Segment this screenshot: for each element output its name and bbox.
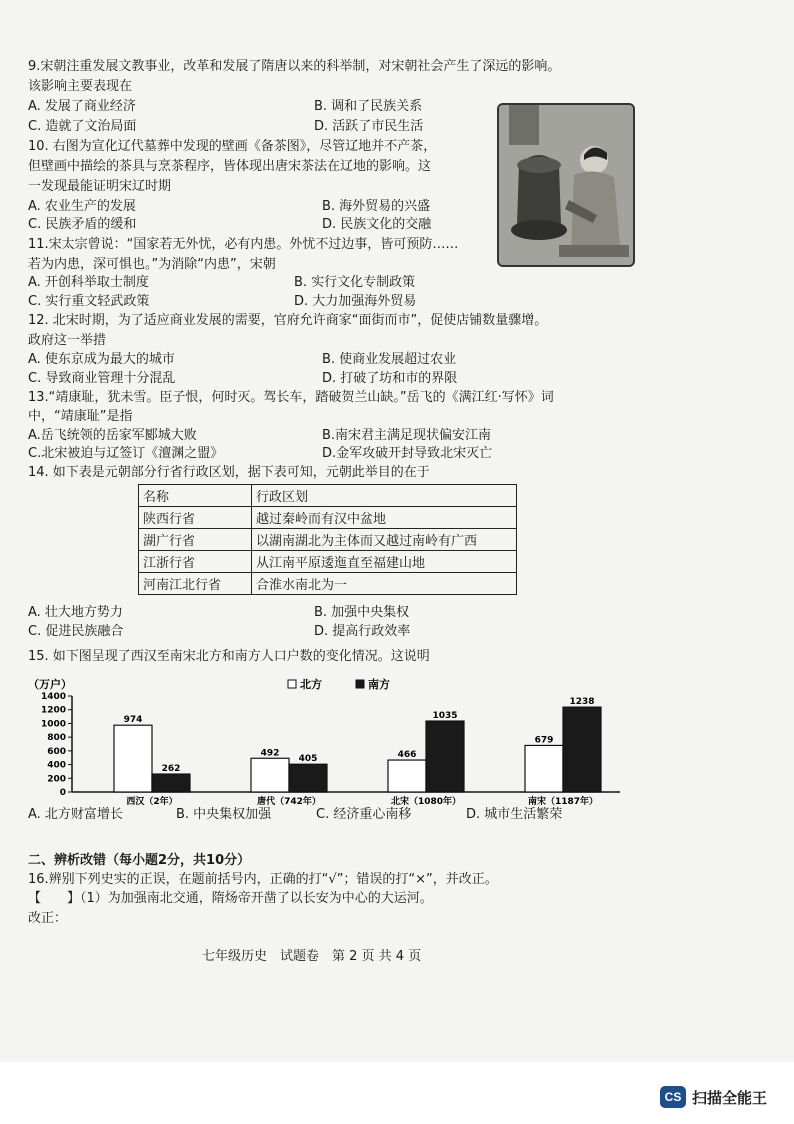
bar — [563, 707, 601, 792]
q10-option-a: A. 农业生产的发展 — [28, 199, 136, 214]
table-cell: 越过秦岭而有汉中盆地 — [252, 507, 517, 529]
x-tick-label: 北宋（1080年） — [390, 797, 462, 806]
q11-option-d: D. 大力加强海外贸易 — [294, 294, 417, 309]
legend-swatch — [356, 680, 364, 688]
q12-option-d: D. 打破了坊和市的界限 — [322, 371, 458, 386]
q11-option-b: B. 实行文化专制政策 — [294, 275, 416, 290]
q14-option-d: D. 提高行政效率 — [314, 624, 411, 639]
bar — [525, 745, 563, 792]
table-cell: 以湖南湖北为主体而又越过南岭有广西 — [252, 529, 517, 551]
population-bar-chart — [28, 676, 628, 806]
bar-value-label: 466 — [397, 750, 417, 761]
camscanner-logo-icon: CS — [660, 1086, 686, 1108]
q12-stem-2: 政府这一举措 — [28, 333, 107, 348]
q15-option-c: C. 经济重心南移 — [316, 807, 412, 822]
q10-stem-2: 但壁画中描绘的茶具与烹茶程序，皆体现出唐宋茶法在辽地的影响。这 — [28, 159, 432, 174]
q16-item-1 — [28, 890, 433, 908]
bar-value-label: 492 — [260, 748, 280, 759]
q13-option-b: B.南宋君主满足现状偏安江南 — [322, 428, 492, 443]
table-row — [139, 507, 517, 529]
q13-stem-2: 中，“靖康耻”是指 — [28, 409, 133, 424]
q9-option-c: C. 造就了文治局面 — [28, 119, 137, 134]
camscanner-brand-text: 扫描全能王 — [692, 1088, 768, 1107]
bar-value-label: 405 — [298, 754, 318, 765]
y-tick-label: 200 — [47, 774, 66, 785]
q9-option-a: A. 发展了商业经济 — [28, 99, 136, 114]
table-cell: 湖广行省 — [139, 529, 252, 551]
tea-mural-image — [497, 103, 635, 267]
section-2-title: 二、辨析改错（每小题2分，共10分） — [28, 853, 251, 868]
q13-option-c: C.北宋被迫与辽签订《澶渊之盟》 — [28, 446, 224, 461]
bar-value-label: 262 — [161, 764, 181, 775]
table-row — [139, 529, 517, 551]
q11-option-c: C. 实行重文轻武政策 — [28, 294, 150, 309]
q14-stem: 14. 如下表是元朝部分行省行政区划，据下表可知，元朝此举目的在于 — [28, 465, 430, 480]
q14-option-c: C. 促进民族融合 — [28, 624, 124, 639]
bar-value-label: 1035 — [432, 711, 458, 722]
scanner-watermark — [660, 1086, 767, 1108]
table-cell: 陕西行省 — [139, 507, 252, 529]
table-header: 名称 — [139, 485, 252, 507]
bar — [152, 774, 190, 792]
table-cell: 从江南平原逶迤直至福建山地 — [252, 551, 517, 573]
y-tick-label: 1400 — [40, 692, 66, 702]
q13-option-d: D.金军攻破开封导致北宋灭亡 — [322, 446, 493, 461]
q11-stem-2: 若为内患，深可惧也。”为消除“内患”，宋朝 — [28, 257, 276, 272]
q9-stem: 9.宋朝注重发展文教事业，改革和发展了隋唐以来的科举制，对宋朝社会产生了深远的影响。 — [28, 59, 561, 74]
q16-item-1-text: （1）为加强南北交通，隋炀帝开凿了以长安为中心的大运河。 — [80, 891, 433, 906]
y-tick-label: 1000 — [40, 719, 66, 730]
answer-bracket[interactable]: 【 】 — [28, 891, 81, 906]
chart-y-label: （万户） — [28, 678, 72, 691]
bar — [289, 764, 327, 792]
q10-option-b: B. 海外贸易的兴盛 — [322, 199, 431, 214]
q15-option-a: A. 北方财富增长 — [28, 807, 123, 822]
y-tick-label: 800 — [47, 733, 66, 744]
bar-value-label: 679 — [534, 735, 554, 746]
q10-stem-3: 一发现最能证明宋辽时期 — [28, 179, 172, 194]
table-header: 行政区划 — [252, 485, 517, 507]
q9-stem-2: 该影响主要表现在 — [28, 79, 133, 94]
q12-option-a: A. 使东京成为最大的城市 — [28, 352, 175, 367]
q9-option-b: B. 调和了民族关系 — [314, 99, 423, 114]
q13-option-a: A.岳飞统领的岳家军郾城大败 — [28, 428, 197, 443]
x-tick-label: 唐代（742年） — [257, 797, 321, 806]
q11-stem: 11.宋太宗曾说：“国家若无外忧，必有内患。外忧不过边事，皆可预防…… — [28, 237, 459, 252]
table-row — [139, 551, 517, 573]
bar — [114, 725, 152, 792]
y-tick-label: 600 — [47, 746, 66, 757]
table-cell: 河南江北行省 — [139, 573, 252, 595]
legend-label: 北方 — [300, 678, 322, 691]
table-row — [139, 573, 517, 595]
legend-swatch — [288, 680, 296, 688]
q12-option-b: B. 使商业发展超过农业 — [322, 352, 457, 367]
q10-option-c: C. 民族矛盾的缓和 — [28, 217, 137, 232]
x-tick-label: 南宋（1187年） — [527, 797, 599, 806]
q10-option-d: D. 民族文化的交融 — [322, 217, 432, 232]
q15-option-d: D. 城市生活繁荣 — [466, 807, 563, 822]
q14-option-b: B. 加强中央集权 — [314, 605, 410, 620]
q12-stem: 12. 北宋时期，为了适应商业发展的需要，官府允许商家“面街而市”，促使店铺数量骤增。 — [28, 313, 548, 328]
bar — [426, 721, 464, 792]
q13-stem: 13.“靖康耻，犹未雪。臣子恨，何时灭。驾长车，踏破贺兰山缺。”岳飞的《满江红·写怀》词 — [28, 390, 554, 405]
y-tick-label: 400 — [47, 760, 66, 771]
q15-stem: 15. 如下图呈现了西汉至南宋北方和南方人口户数的变化情况。这说明 — [28, 649, 430, 664]
q10-stem: 10. 右图为宣化辽代墓葬中发现的壁画《备茶图》，尽管辽地并不产茶， — [28, 139, 437, 154]
q14-option-a: A. 壮大地方势力 — [28, 605, 123, 620]
page-footer: 七年级历史 试题卷 第 2 页 共 4 页 — [202, 949, 422, 964]
legend-label: 南方 — [368, 678, 390, 691]
y-tick-label: 1200 — [40, 705, 66, 716]
q11-option-a: A. 开创科举取士制度 — [28, 275, 149, 290]
table-header-row — [139, 485, 517, 507]
q9-option-d: D. 活跃了市民生活 — [314, 119, 424, 134]
x-tick-label: 西汉（2年） — [126, 797, 178, 806]
table-cell: 江浙行省 — [139, 551, 252, 573]
bar — [388, 760, 426, 792]
bar-value-label: 974 — [123, 715, 143, 726]
y-tick-label: 0 — [59, 788, 66, 798]
bar-value-label: 1238 — [569, 697, 595, 708]
q15-option-b: B. 中央集权加强 — [176, 807, 272, 822]
q12-option-c: C. 导致商业管理十分混乱 — [28, 371, 176, 386]
province-table — [138, 484, 517, 595]
bar — [251, 758, 289, 792]
q16-instructions: 16.辨别下列史实的正误，在题前括号内，正确的打“√”；错误的打“×”，并改正。 — [28, 872, 498, 887]
table-cell: 合淮水南北为一 — [252, 573, 517, 595]
fix-label: 改正： — [28, 911, 68, 926]
